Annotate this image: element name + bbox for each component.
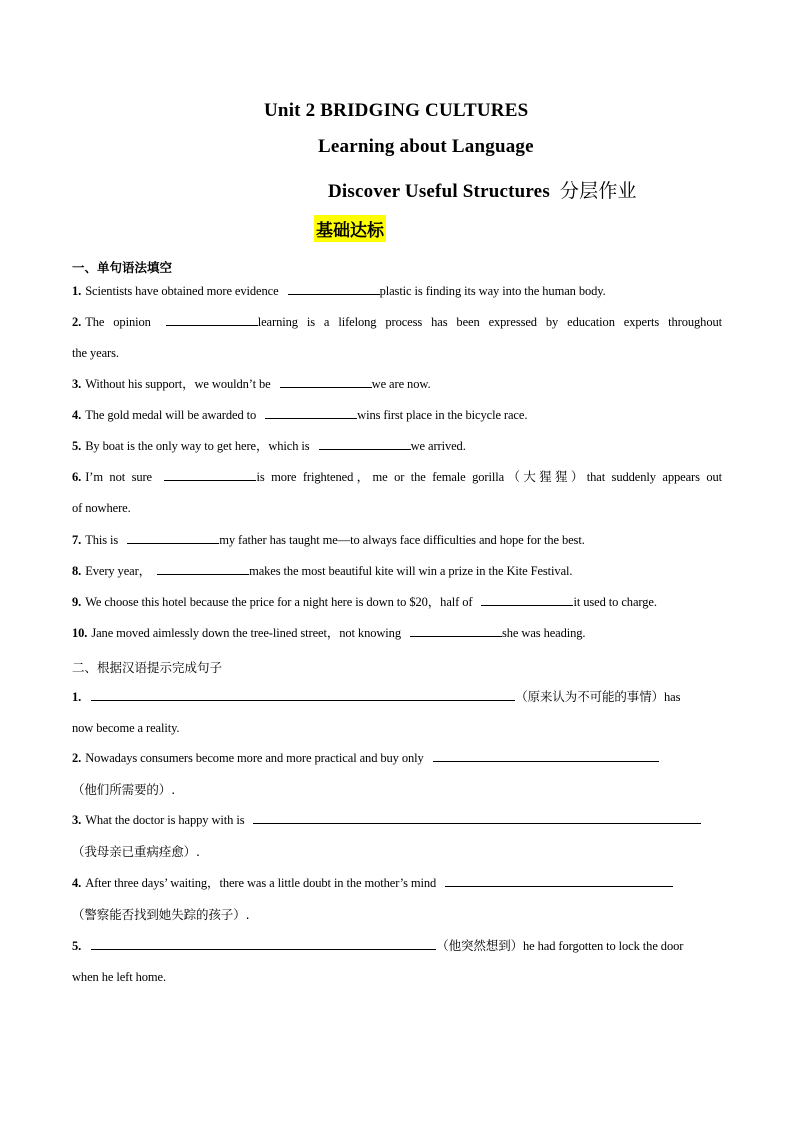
question-text-continued: now become a reality. — [72, 721, 180, 735]
structures-subtitle-en: Discover Useful Structures — [328, 181, 550, 202]
answer-blank[interactable] — [280, 375, 372, 388]
question-text: learning is a lifelong process has been expressed by education experts throughout — [257, 315, 723, 329]
question-text: By boat is the only way to get here，which is — [85, 439, 313, 453]
question-text: we arrived. — [410, 439, 466, 453]
question-2-4 — [72, 868, 722, 930]
answer-blank[interactable] — [253, 811, 701, 824]
question-text: my father has taught me—to always face difficulties and hope for the best. — [219, 533, 585, 547]
chinese-hint: （警察能否找到她失踪的孩子）. — [72, 907, 250, 922]
question-1-3 — [72, 369, 722, 400]
question-text-continued: of nowhere. — [72, 501, 131, 515]
section2-heading: 二、根据汉语提示完成句子 — [72, 660, 223, 675]
answer-blank[interactable] — [433, 749, 659, 762]
level-badge: 基础达标 — [314, 215, 386, 242]
question-number: 6. — [72, 470, 82, 484]
question-text: has — [664, 690, 681, 704]
answer-blank[interactable] — [265, 406, 357, 419]
question-1-8 — [72, 556, 722, 587]
question-2-3 — [72, 805, 722, 867]
answer-blank[interactable] — [319, 437, 411, 450]
question-1-6 — [72, 462, 722, 524]
answer-blank[interactable] — [410, 624, 502, 637]
question-number: 5. — [72, 439, 82, 453]
question-text: Scientists have obtained more evidence — [85, 284, 282, 298]
question-number: 4. — [72, 408, 82, 422]
question-number: 4. — [72, 876, 82, 890]
question-text: wins first place in the bicycle race. — [357, 408, 528, 422]
question-number: 8. — [72, 564, 82, 578]
answer-blank[interactable] — [481, 593, 573, 606]
question-text: we are now. — [371, 377, 431, 391]
question-text: The opinion — [85, 315, 160, 329]
section1-heading: 一、单句语法填空 — [72, 260, 173, 275]
question-number: 1. — [72, 690, 82, 704]
answer-blank[interactable] — [91, 937, 436, 950]
question-text-continued: the years. — [72, 346, 119, 360]
answer-blank[interactable] — [91, 688, 515, 701]
question-text: Every year， — [85, 564, 152, 578]
question-text: he had forgotten to lock the door — [523, 939, 684, 953]
question-text: The gold medal will be awarded to — [85, 408, 260, 422]
question-text: Without his support，we wouldn’t be — [85, 377, 274, 391]
question-number: 10. — [72, 626, 88, 640]
answer-blank[interactable] — [164, 468, 256, 481]
question-1-2 — [72, 307, 722, 369]
answer-blank[interactable] — [127, 531, 219, 544]
question-text: We choose this hotel because the price for a night here is down to $20，half of — [85, 595, 476, 609]
question-number: 7. — [72, 533, 82, 547]
question-2-1 — [72, 681, 722, 744]
unit-title: Unit 2 BRIDGING CULTURES — [264, 100, 529, 121]
question-text: Nowadays consumers become more and more practical and buy only — [85, 751, 427, 765]
question-number: 3. — [72, 813, 82, 827]
question-number: 2. — [72, 751, 82, 765]
question-text: it used to charge. — [573, 595, 657, 609]
question-1-1 — [72, 276, 722, 307]
question-text: I’m not sure — [85, 470, 159, 484]
question-number: 9. — [72, 595, 82, 609]
chinese-hint: （原来认为不可能的事情） — [515, 689, 664, 704]
chinese-hint: （他突然想到） — [436, 938, 523, 953]
question-1-7 — [72, 525, 722, 556]
question-text-continued: when he left home. — [72, 970, 167, 984]
question-1-4 — [72, 400, 722, 431]
question-number: 3. — [72, 377, 82, 391]
question-2-2 — [72, 743, 722, 805]
question-text: plastic is finding its way into the human body. — [379, 284, 606, 298]
question-text: Jane moved aimlessly down the tree-lined street，not knowing — [91, 626, 405, 640]
structures-subtitle — [328, 176, 637, 203]
answer-blank[interactable] — [157, 562, 249, 575]
question-1-10 — [72, 618, 722, 649]
question-number: 1. — [72, 284, 82, 298]
question-1-5 — [72, 431, 722, 462]
question-text: makes the most beautiful kite will win a prize in the Kite Festival. — [249, 564, 573, 578]
answer-blank[interactable] — [288, 282, 380, 295]
chinese-hint: （我母亲已重病痊愈）. — [72, 844, 200, 859]
question-number: 5. — [72, 939, 82, 953]
question-text: What the doctor is happy with is — [85, 813, 248, 827]
question-1-9 — [72, 587, 722, 618]
structures-subtitle-zh: 分层作业 — [559, 180, 637, 202]
lesson-subtitle: Learning about Language — [318, 136, 534, 157]
question-text: This is — [85, 533, 122, 547]
question-text: After three days’ waiting，there was a little doubt in the mother’s mind — [85, 876, 440, 890]
question-text: is more frightened，me or the female gorilla（大猩猩）that suddenly appears out — [256, 470, 722, 484]
question-text: she was heading. — [502, 626, 586, 640]
question-2-5 — [72, 930, 722, 993]
chinese-hint: （他们所需要的）. — [72, 782, 176, 797]
answer-blank[interactable] — [445, 874, 673, 887]
question-number: 2. — [72, 315, 82, 329]
answer-blank[interactable] — [166, 313, 258, 326]
